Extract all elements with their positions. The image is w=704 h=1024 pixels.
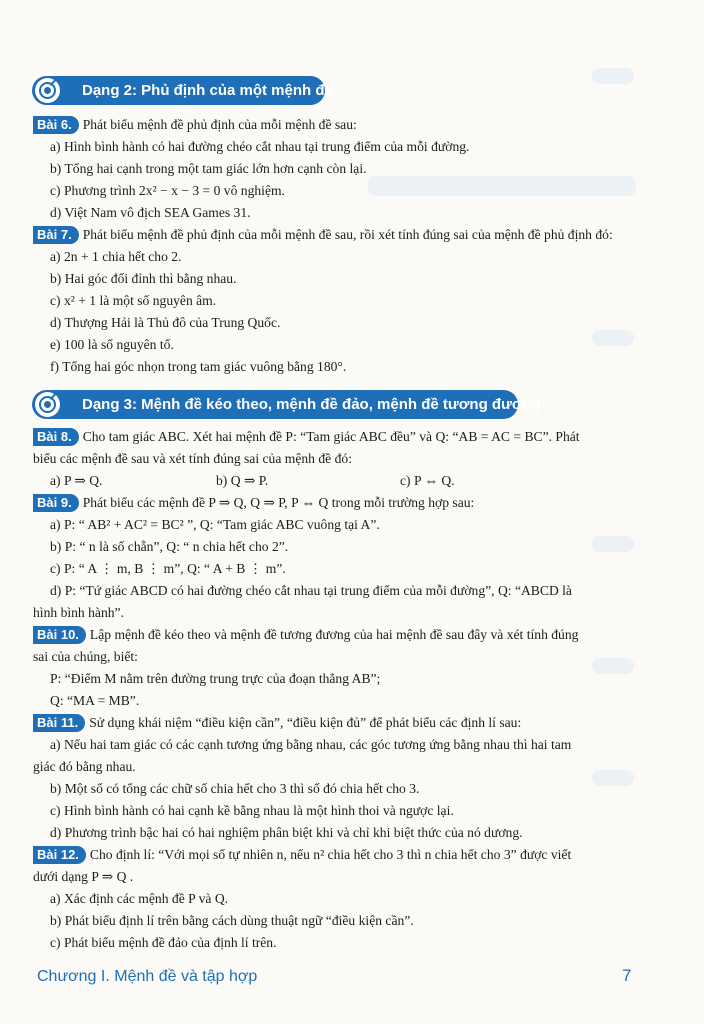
exercise-6-item: d) Việt Nam vô địch SEA Games 31. (50, 205, 251, 220)
section-3-title: Dạng 3: Mệnh đề kéo theo, mệnh đề đảo, mệnh đề tương đương (82, 396, 541, 413)
exercise-7-item: c) x² + 1 là một số nguyên âm. (50, 293, 217, 308)
exercise-7-item: a) 2n + 1 chia hết cho 2. (50, 249, 182, 264)
exercise-9-item: a) P: “ AB² + AC² = BC² ”, Q: “Tam giác ABC vuông tại A”. (50, 517, 380, 532)
exercise-11-item: c) Hình bình hành có hai cạnh kề bằng nhau là một hình thoi và ngược lại. (50, 803, 454, 818)
exercise-10-q: Q: “MA = MB”. (50, 693, 140, 708)
exercise-6-item: a) Hình bình hành có hai đường chéo cắt nhau tại trung điểm của mỗi đường. (50, 139, 470, 154)
exercise-badge: Bài 9. (33, 494, 79, 512)
exercise-9-prompt: Bài 9. Phát biểu các mệnh đề P ⇒ Q, Q ⇒ P, P ⇔ Q trong mỗi trường hợp sau: (33, 494, 678, 512)
page-number: 7 (622, 966, 632, 985)
exercise-9-item-cont: hình bình hành”. (33, 605, 124, 620)
section-2-title: Dạng 2: Phủ định của một mệnh đề (82, 82, 333, 99)
exercise-11-item-cont: giác đó bằng nhau. (33, 759, 136, 774)
exercise-8-option-c: c) P ⇔ Q. (400, 473, 455, 488)
exercise-12-prompt-cont: dưới dạng P ⇒ Q . (33, 869, 134, 884)
exercise-10-prompt: Bài 10. Lập mệnh đề kéo theo và mệnh đề tương đương của hai mệnh đề sau đây và xét tính đúng (33, 626, 678, 644)
exercise-9-item: c) P: “ A ⋮ m, B ⋮ m”, Q: “ A + B ⋮ m”. (50, 561, 286, 576)
exercise-11-item: b) Một số có tổng các chữ số chia hết cho 3 thì số đó chia hết cho 3. (50, 781, 420, 796)
exercise-8-option-a: a) P ⇒ Q. (50, 473, 103, 488)
exercise-10-prompt-cont: sai của chúng, biết: (33, 649, 138, 664)
exercise-6-item: b) Tổng hai cạnh trong một tam giác lớn hơn cạnh còn lại. (50, 161, 367, 176)
exercise-11-item: a) Nếu hai tam giác có các cạnh tương ứng bằng nhau, các góc tương ứng bằng nhau thì hai tam (50, 737, 572, 752)
exercise-badge: Bài 8. (33, 428, 79, 446)
exercise-11-item: d) Phương trình bậc hai có hai nghiệm phân biệt khi và chỉ khi biệt thức của nó dương. (50, 825, 523, 840)
exercise-12-item: b) Phát biểu định lí trên bằng cách dùng thuật ngữ “điều kiện cần”. (50, 913, 414, 928)
exercise-badge: Bài 6. (33, 116, 79, 134)
exercise-7-item: f) Tổng hai góc nhọn trong tam giác vuông bằng 180°. (50, 359, 347, 374)
bleed-mark (592, 68, 634, 84)
section-3-heading (32, 390, 541, 419)
exercise-7-item: d) Thượng Hải là Thủ đô của Trung Quốc. (50, 315, 281, 330)
exercise-12-prompt: Bài 12. Cho định lí: “Với mọi số tự nhiên n, nếu n² chia hết cho 3 thì n chia hết cho 3” được viết (33, 846, 678, 864)
exercise-badge: Bài 12. (33, 846, 86, 864)
exercise-8-prompt: Bài 8. Cho tam giác ABC. Xét hai mệnh đề P: “Tam giác ABC đều” và Q: “AB = AC = BC”. Phát (33, 428, 678, 446)
target-icon (35, 392, 60, 417)
exercise-7-item: e) 100 là số nguyên tố. (50, 337, 174, 352)
exercise-7-prompt: Bài 7. Phát biểu mệnh đề phủ định của mỗi mệnh đề sau, rồi xét tính đúng sai của mệnh đề phủ định đó: (33, 226, 678, 244)
exercise-9-item: b) P: “ n là số chẵn”, Q: “ n chia hết cho 2”. (50, 539, 289, 554)
exercise-9-item: d) P: “Tứ giác ABCD có hai đường chéo cắt nhau tại trung điểm của mỗi đường”, Q: “ABCD là (50, 583, 572, 598)
exercise-8-option-b: b) Q ⇒ P. (216, 473, 269, 488)
exercise-badge: Bài 7. (33, 226, 79, 244)
chapter-title: Chương I. Mệnh đề và tập hợp (37, 968, 258, 985)
exercise-10-p: P: “Điểm M nằm trên đường trung trực của đoạn thẳng AB”; (50, 671, 381, 686)
exercise-12-item: a) Xác định các mệnh đề P và Q. (50, 891, 229, 906)
exercise-6-prompt: Bài 6. Phát biểu mệnh đề phủ định của mỗi mệnh đề sau: (33, 116, 678, 134)
exercise-6-item: c) Phương trình 2x² − x − 3 = 0 vô nghiệm. (50, 183, 285, 198)
exercise-7-item: b) Hai góc đối đỉnh thì bằng nhau. (50, 271, 237, 286)
exercise-badge: Bài 10. (33, 626, 86, 644)
exercise-badge: Bài 11. (33, 714, 85, 732)
exercise-8-prompt-cont: biểu các mệnh đề sau và xét tính đúng sai của mệnh đề đó: (33, 451, 352, 466)
section-2-heading (32, 76, 333, 105)
target-icon (35, 78, 60, 103)
exercise-11-prompt: Bài 11. Sử dụng khái niệm “điều kiện cần”, “điều kiện đủ” để phát biểu các định lí sau: (33, 714, 678, 732)
exercise-12-item: c) Phát biểu mệnh đề đảo của định lí trên. (50, 935, 277, 950)
